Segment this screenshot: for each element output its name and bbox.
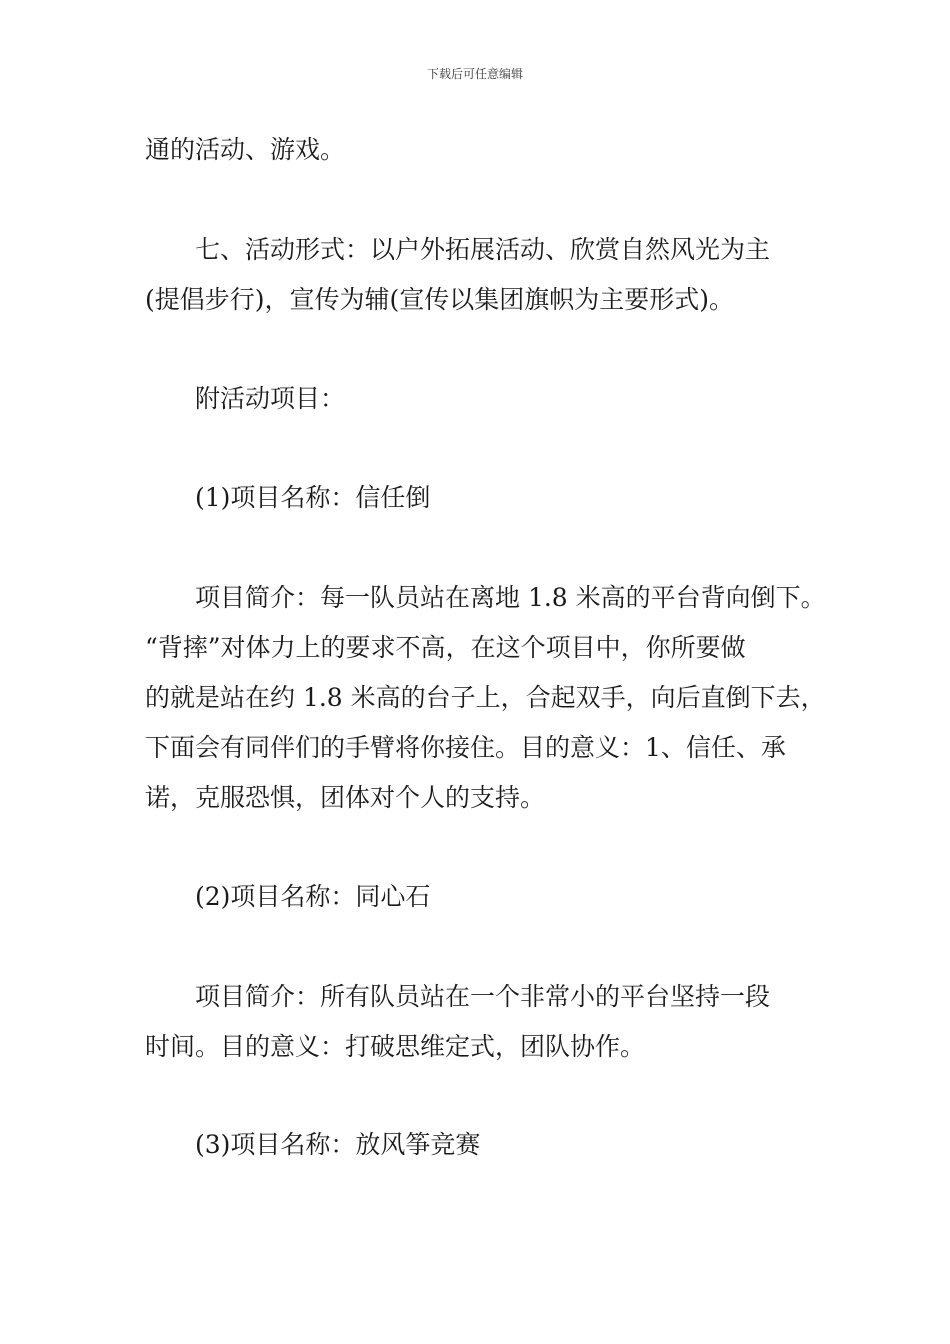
- text-line: 的就是站在约 1.8 米高的台子上，合起双手，向后直倒下去，: [145, 683, 826, 712]
- paragraph-activity-items-heading: [145, 374, 825, 424]
- text-line: (提倡步行)，宣传为辅(宣传以集团旗帜为主要形式)。: [145, 285, 735, 314]
- paragraph-item-1-intro: [145, 573, 825, 823]
- text-line: 通的活动、游戏。: [145, 135, 346, 164]
- text-line: “背摔”对体力上的要求不高，在这个项目中，你所要做: [145, 633, 746, 662]
- text-line: (1)项目名称：信任倒: [145, 483, 431, 512]
- paragraph-item-3-title: [145, 1120, 825, 1170]
- page-header-note: 下载后可任意编辑: [426, 67, 523, 81]
- text-line: (2)项目名称：同心石: [145, 882, 431, 911]
- text-line: 项目简介：所有队员站在一个非常小的平台坚持一段: [145, 982, 771, 1011]
- paragraph-item-2-intro: [145, 972, 825, 1072]
- text-line: 项目简介：每一队员站在离地 1.8 米高的平台背向倒下。: [145, 583, 826, 612]
- text-line: 诺，克服恐惧，团体对个人的支持。: [145, 783, 546, 812]
- text-line: 时间。目的意义：打破思维定式，团队协作。: [145, 1032, 646, 1061]
- paragraph-continuation: [145, 125, 825, 175]
- paragraph-item-1-title: [145, 473, 825, 523]
- text-line: (3)项目名称：放风筝竞赛: [145, 1130, 481, 1159]
- paragraph-activity-form: [145, 225, 825, 325]
- text-line: 附活动项目：: [145, 384, 346, 413]
- text-line: 七、活动形式：以户外拓展活动、欣赏自然风光为主: [145, 235, 771, 264]
- paragraph-item-2-title: [145, 872, 825, 922]
- text-line: 下面会有同伴们的手臂将你接住。目的意义：1、信任、承: [145, 733, 786, 762]
